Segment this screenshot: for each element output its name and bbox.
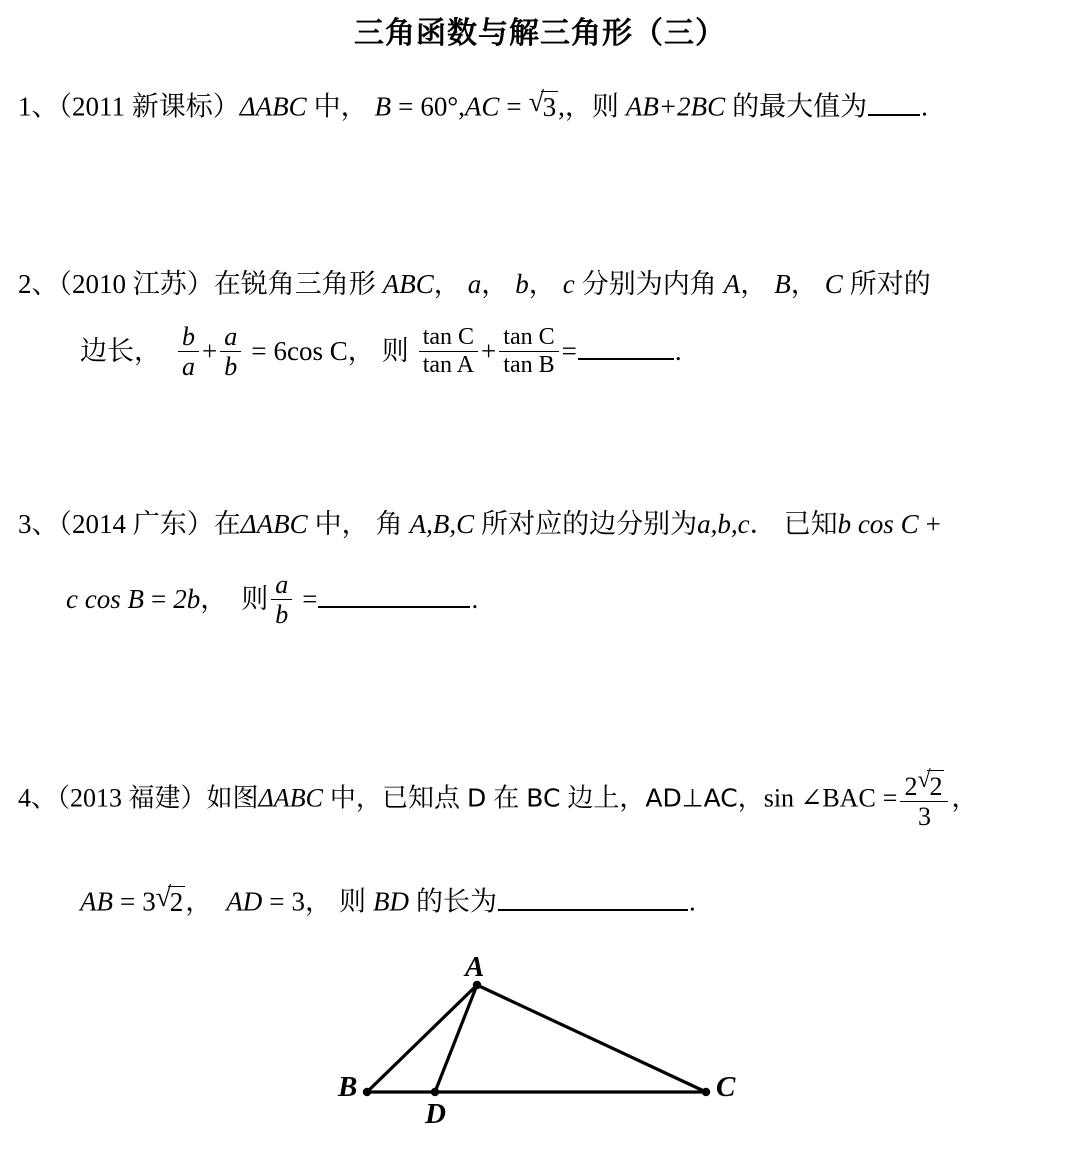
question-2-line-2 <box>0 321 1080 383</box>
question-2-mid: 分别为内角 <box>581 269 717 299</box>
question-4-point-d: D <box>466 783 487 813</box>
question-4-perp-right: AC <box>703 783 738 813</box>
question-3 <box>0 510 1080 631</box>
question-1-triangle: ΔABC <box>239 91 307 122</box>
question-1-answer-blank[interactable] <box>868 86 920 116</box>
question-1-sqrt <box>528 86 559 123</box>
question-3-fraction-a-over-b <box>271 570 292 629</box>
vertex-label-d: D <box>425 1098 446 1130</box>
question-2-comma-5: ， <box>790 269 818 299</box>
question-2-number: 2、 <box>18 269 59 299</box>
question-3-expression-1: b cos C <box>837 509 919 539</box>
radical-sign-icon: √ <box>917 767 931 793</box>
radical-sign-icon: √ <box>155 881 172 913</box>
question-2-frac2-numerator: a <box>220 322 241 352</box>
question-4-ab: AB <box>80 886 113 917</box>
question-3-line-2 <box>0 569 1080 631</box>
question-1-side-var: AC <box>464 91 500 122</box>
question-1-comma-2: , <box>558 91 565 122</box>
question-4-frac-denominator: 3 <box>917 802 931 832</box>
question-4-ab-radicand: 2 <box>169 886 184 917</box>
question-4-comma-2: ， <box>951 783 978 813</box>
vertex-point-d <box>431 1088 439 1096</box>
vertex-dots <box>363 981 710 1096</box>
question-4-rutu: 如图 <box>206 783 259 813</box>
question-3-ze: 则 <box>241 583 269 614</box>
question-4-zhong: 中， <box>329 783 382 813</box>
question-1-zhong: 中， <box>313 91 368 122</box>
question-4-frac-numerator <box>900 767 948 802</box>
question-4-yizhi: 已知点 <box>381 783 460 813</box>
question-4-bianshang: 边上， <box>567 783 646 813</box>
question-2-angle-c: C <box>824 269 843 299</box>
question-1-angle-var: B <box>374 91 392 122</box>
question-2-equals-2: = <box>561 335 577 366</box>
question-3-answer-blank[interactable] <box>318 578 470 608</box>
question-2-period: . <box>674 335 682 366</box>
page-title: 三角函数与解三角形（三） <box>354 16 726 51</box>
question-4-equals: = <box>882 783 898 813</box>
question-1-ze: 则 <box>591 91 619 122</box>
question-1-period: . <box>921 91 928 122</box>
question-2-frac1-numerator: b <box>178 322 199 352</box>
question-4-fraction-2root2-over-3 <box>900 767 948 832</box>
question-2-angle-b: B <box>774 269 791 299</box>
question-3-period: . <box>471 583 479 614</box>
question-2-ze: 则 <box>381 335 409 366</box>
triangle-diagram-svg <box>0 930 1080 1153</box>
question-3-equals-1: = <box>150 583 167 614</box>
question-2-frac3-numerator: tan C <box>419 324 478 352</box>
question-2-frac4-denominator: tan B <box>503 351 555 378</box>
question-4-sin-label: sin ∠BAC <box>763 783 876 813</box>
question-1-line-1 <box>0 86 1080 122</box>
question-3-plus: + <box>925 509 941 539</box>
vertex-point-c <box>702 1088 710 1096</box>
question-4-ze: 则 <box>338 886 366 917</box>
question-2-triangle: ABC <box>382 269 434 299</box>
question-1-expression: AB+2BC <box>625 91 726 122</box>
question-4-ab-sqrt <box>155 881 186 918</box>
question-1-eq-2: = <box>506 91 522 122</box>
question-2-answer-blank[interactable] <box>578 330 674 360</box>
question-2-fraction-tanc-over-tana <box>419 324 478 379</box>
question-2-pre: 在锐角三角形 <box>213 269 376 299</box>
question-2-plus-1: + <box>202 335 218 366</box>
vertex-label-c: C <box>716 1071 736 1103</box>
question-4-ad-value: 3 <box>291 886 305 917</box>
question-2-comma-1: ， <box>433 269 461 299</box>
question-2-frac3-denominator: tan A <box>422 351 475 378</box>
question-3-mid: 所对应的边分别为 <box>481 509 698 539</box>
perpendicular-icon: ⊥ <box>681 783 704 813</box>
question-2-var-a: a <box>467 269 482 299</box>
question-2-frac1-denominator: a <box>182 351 195 381</box>
question-2-var-b: b <box>515 269 529 299</box>
question-4-answer-blank[interactable] <box>498 881 688 911</box>
question-2-line2-pre: 边长， <box>80 335 161 366</box>
question-2-angle-a: A <box>723 269 741 299</box>
question-4-frac-num-radicand: 2 <box>929 772 943 801</box>
question-3-line-1 <box>0 510 1080 540</box>
question-1-number: 1、 <box>18 91 59 122</box>
question-1-angle-value: 60° <box>420 91 459 122</box>
question-1-eq-1: = <box>398 91 414 122</box>
question-3-number: 3、 <box>18 509 59 539</box>
question-1 <box>0 86 1080 122</box>
question-4-line2-comma-2: ， <box>304 886 332 917</box>
question-4-bd: BD <box>372 886 409 917</box>
question-2-comma-3: ， <box>528 269 556 299</box>
question-4-line-1 <box>0 767 1080 832</box>
question-4-comma-1: ， <box>737 783 764 813</box>
question-3-equals-2: = <box>302 583 318 614</box>
question-4-zai: 在 <box>493 783 520 813</box>
question-3-sides: a,b,c <box>697 509 750 539</box>
question-4-number: 4、 <box>18 783 58 813</box>
question-4-line-2 <box>0 881 1080 917</box>
segment-ac <box>477 985 706 1092</box>
question-3-angles: A,B,C <box>409 509 475 539</box>
question-2-comma-4: ， <box>740 269 768 299</box>
question-1-source: （2011 新课标） <box>58 91 240 122</box>
question-3-zhong: 中， <box>314 509 369 539</box>
question-2-fraction-b-over-a <box>178 322 199 381</box>
question-3-frac-denominator: b <box>275 599 289 629</box>
question-4-ab-coefficient: 3 <box>142 886 156 917</box>
question-2-line-1 <box>0 270 1080 300</box>
question-4-side-bc: BC <box>526 783 561 813</box>
question-3-expression-2: c cos B <box>66 583 144 614</box>
question-2-fraction-a-over-b <box>220 322 241 381</box>
question-2-var-c: c <box>562 269 575 299</box>
question-2-frac4-numerator: tan C <box>499 324 558 352</box>
question-2-tail: 所对的 <box>849 269 931 299</box>
question-4-line2-comma-1: ， <box>185 886 213 917</box>
question-3-rhs: 2b <box>173 583 201 614</box>
question-2 <box>0 270 1080 383</box>
question-4-equals-1: = <box>120 886 136 917</box>
vertex-label-a: A <box>465 951 485 983</box>
question-2-rhs: 6cos C <box>273 335 348 366</box>
question-4-source: （2013 福建） <box>57 783 207 813</box>
question-4-tail: 的长为 <box>415 886 497 917</box>
question-4-triangle: ΔABC <box>258 783 323 813</box>
question-2-plus-2: + <box>481 335 497 366</box>
question-1-tail: 的最大值为 <box>732 91 868 122</box>
question-4-frac-num-sqrt <box>917 767 944 801</box>
question-3-yizhi: 已知 <box>783 509 838 539</box>
question-1-sqrt-radicand: 3 <box>542 91 557 122</box>
question-2-line2-comma: ， <box>347 335 375 366</box>
vertex-point-b <box>363 1088 371 1096</box>
question-2-frac2-denominator: b <box>224 351 238 381</box>
question-3-pre: 在 <box>213 509 241 539</box>
vertex-label-b: B <box>338 1071 358 1103</box>
question-4-equals-2: = <box>269 886 285 917</box>
question-2-equals-1: = <box>251 335 267 366</box>
question-4-ad: AD <box>226 886 263 917</box>
segment-ab <box>367 985 477 1092</box>
question-2-comma-2: ， <box>481 269 509 299</box>
question-1-comma-1: , <box>458 91 465 122</box>
question-1-comma-3: ， <box>564 91 592 122</box>
question-3-comma: ， <box>200 583 228 614</box>
question-4-period: . <box>688 886 696 917</box>
question-4 <box>0 767 1080 917</box>
question-2-fraction-tanc-over-tanb <box>499 324 558 379</box>
question-3-triangle: ΔABC <box>240 509 308 539</box>
triangle-figure <box>0 930 1080 1153</box>
segment-ad <box>435 985 477 1092</box>
question-3-frac-numerator: a <box>271 570 292 600</box>
question-3-dot: ． <box>749 509 777 539</box>
question-3-jiao: 角 <box>375 509 403 539</box>
question-4-perp-left: AD <box>645 783 682 813</box>
question-3-source: （2014 广东） <box>58 509 214 539</box>
question-4-frac-num-coefficient: 2 <box>904 772 918 801</box>
question-2-source: （2010 江苏） <box>58 269 214 299</box>
radical-sign-icon: √ <box>528 86 545 118</box>
